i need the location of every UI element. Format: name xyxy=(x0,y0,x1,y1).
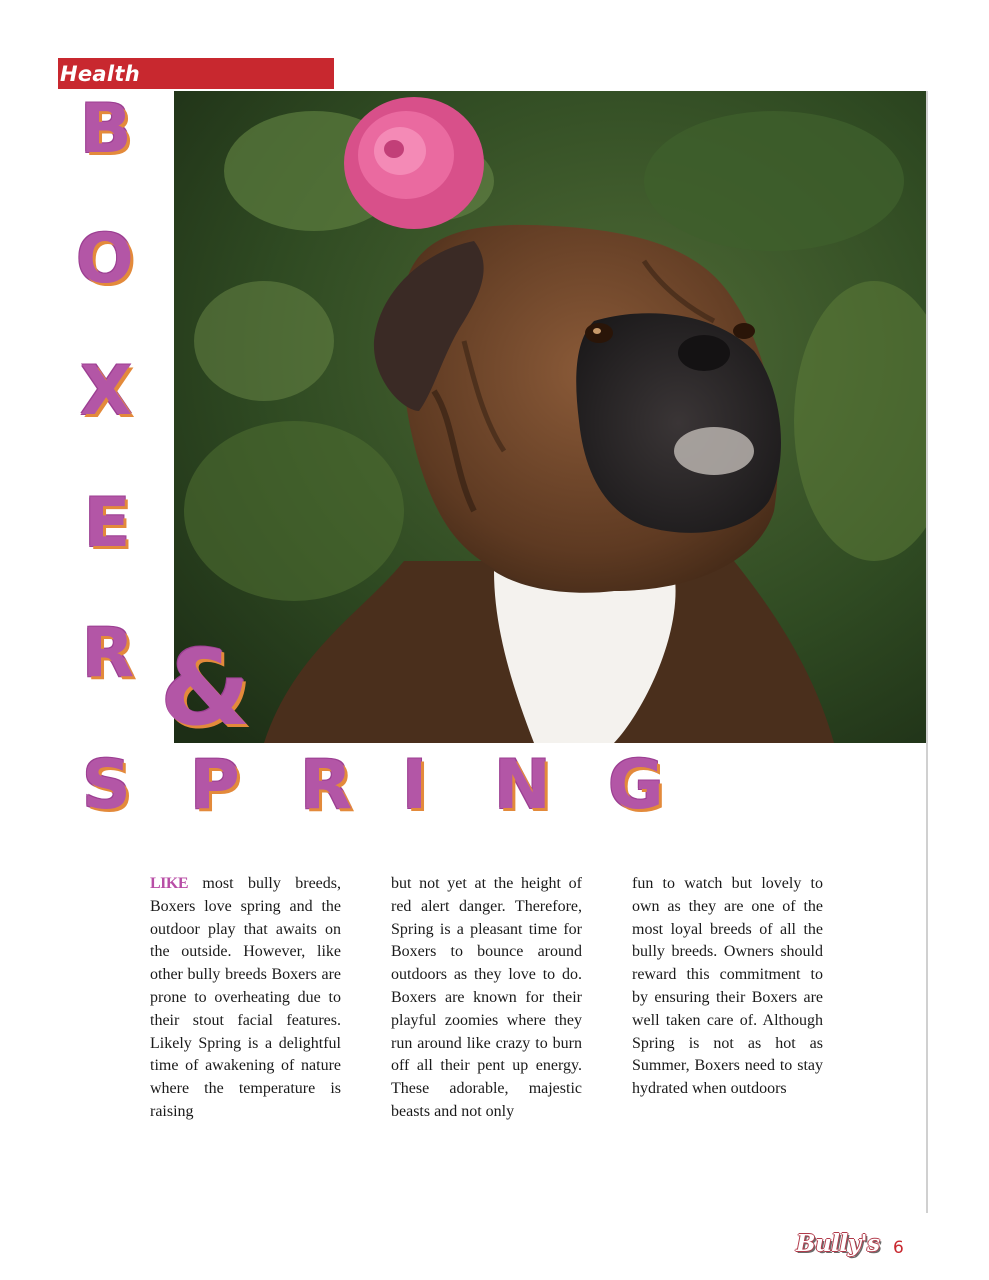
hero-photo xyxy=(174,91,927,743)
title-letter-s: S xyxy=(82,746,131,825)
article-column-1-text: most bully breeds, Boxers love spring and the outdoor play that awaits on the outside. However, like other bully breeds Boxers are prone to overheating due to their stout facial features. Likely Spring is a delightful time of awakening of nature where the temperature is raising xyxy=(150,875,341,1120)
title-letter-x: X xyxy=(80,352,133,431)
page-number: 6 xyxy=(893,1238,904,1258)
section-banner xyxy=(58,58,334,89)
title-letter-e: E xyxy=(84,484,131,563)
title-letter-n: N xyxy=(494,746,551,825)
article-column-2: but not yet at the height of red alert danger. Therefore, Spring is a pleasant time for Boxers to bounce around outdoors as they love to do. Boxers are known for their playful zoomies where they run around like crazy to burn off all their pent up energy. These adorable, majestic beasts and not only xyxy=(391,875,582,1120)
title-letter-o: O xyxy=(76,220,134,299)
boxer-dog-illustration xyxy=(174,91,927,743)
title-letter-b: B xyxy=(80,90,132,169)
lead-word: LIKE xyxy=(150,875,189,892)
article-column-1 xyxy=(150,873,341,1124)
title-letter-r2: R xyxy=(300,746,353,825)
rose-flower xyxy=(344,97,484,229)
article-column-3: fun to watch but lovely to own as they are one of the most loyal breeds of all the bully breeds. Owners should reward this commitment to by ensuring their Boxers are well taken care of. Although Spring is not as hot as Summer, Boxers need to stay hydrated when outdoors xyxy=(632,875,823,1098)
title-ampersand: & xyxy=(160,627,251,749)
title-letter-p: P xyxy=(190,746,240,825)
title-letter-r: R xyxy=(82,614,135,693)
title-letter-i: I xyxy=(402,746,428,825)
title-letter-g: G xyxy=(608,746,664,825)
section-label: Health xyxy=(60,62,140,86)
magazine-logo: Bully's xyxy=(796,1230,880,1257)
page-edge-rule xyxy=(926,91,928,1213)
